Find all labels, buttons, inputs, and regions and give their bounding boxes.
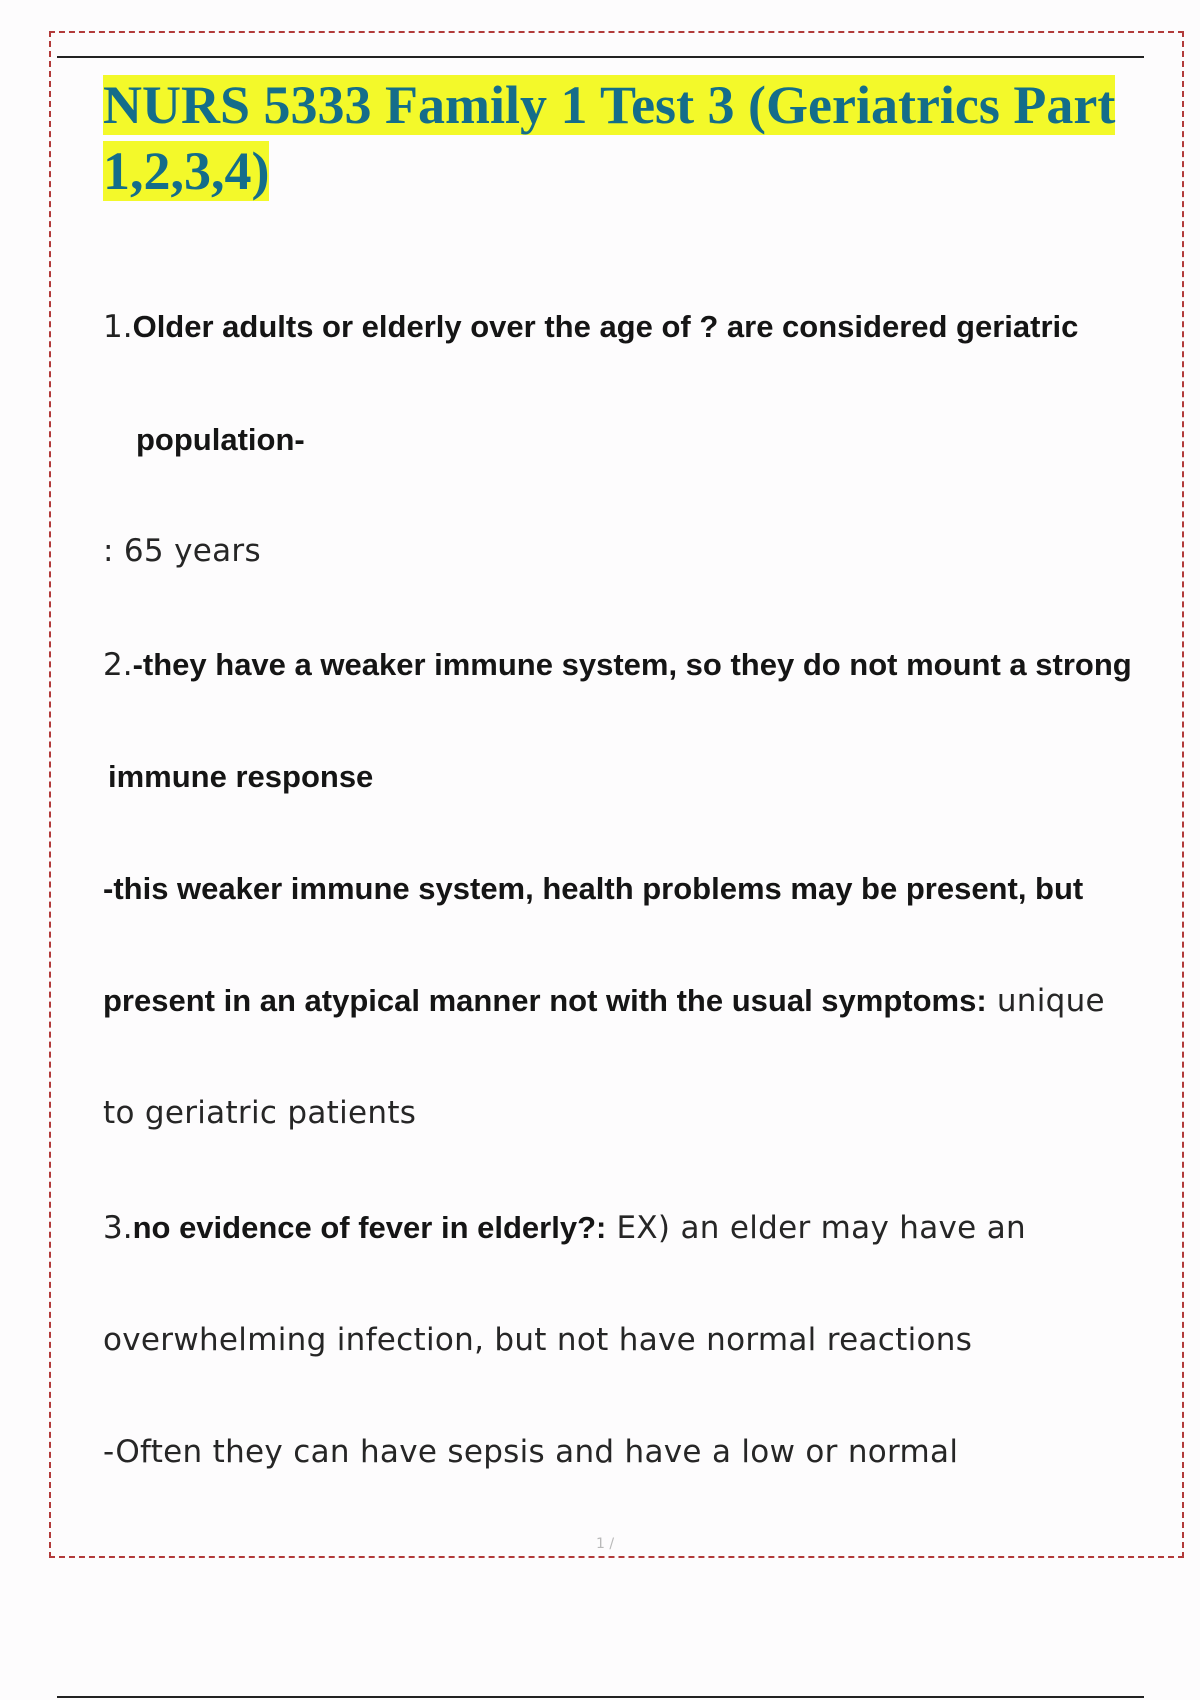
answer-text: -Often they can have sepsis and have a low or normal [103, 1434, 959, 1470]
question-text: immune response [108, 759, 374, 794]
item-1-line-2 [136, 420, 305, 460]
question-text: -this weaker immune system, health problems may be present, but [103, 871, 1084, 906]
item-3-answer-line-3 [103, 1432, 958, 1472]
item-3-line-1 [103, 1208, 1026, 1248]
title-highlight: NURS 5333 Family 1 Test 3 (Geriatrics Part 1,2,3,4) [103, 75, 1116, 201]
page-number: 1 / [596, 1536, 615, 1552]
question-text: Older adults or elderly over the age of ? are considered geriatric [132, 309, 1079, 344]
answer-text: unique [986, 983, 1105, 1019]
item-2-line-2 [108, 757, 373, 797]
document-title [103, 72, 1163, 204]
question-text: no evidence of fever in elderly?: [132, 1210, 607, 1245]
answer-text: EX) an elder may have an [606, 1210, 1026, 1246]
footer-rule [57, 1696, 1144, 1698]
question-text: present in an atypical manner not with the usual symptoms: [103, 983, 987, 1018]
item-number: 1. [103, 309, 133, 345]
answer-text: to geriatric patients [103, 1095, 417, 1131]
question-text: population- [136, 422, 305, 457]
item-1-answer [103, 531, 261, 571]
item-2-answer-line-2 [103, 1093, 416, 1133]
item-number: 3. [103, 1210, 133, 1246]
header-rule [57, 56, 1144, 58]
question-text: -they have a weaker immune system, so they do not mount a strong [132, 647, 1132, 682]
item-3-answer-line-2 [103, 1320, 972, 1360]
answer-text: : 65 years [103, 533, 261, 569]
item-1-line-1 [103, 307, 1078, 347]
item-2-line-4 [103, 981, 1105, 1021]
item-number: 2. [103, 647, 133, 683]
answer-text: overwhelming infection, but not have normal reactions [103, 1322, 973, 1358]
item-2-line-3 [103, 869, 1083, 909]
item-2-line-1 [103, 645, 1132, 685]
